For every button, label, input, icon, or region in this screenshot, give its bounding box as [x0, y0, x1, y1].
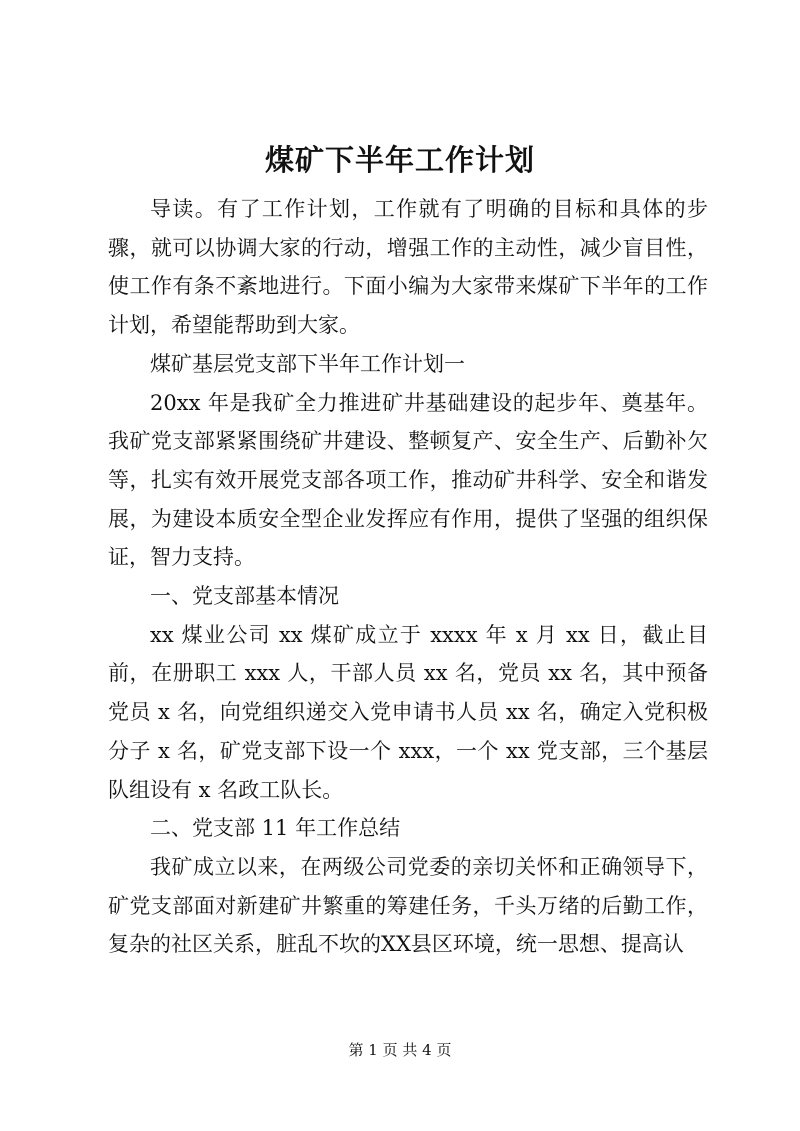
document-title: 煤矿下半年工作计划 — [264, 143, 535, 177]
document-body — [108, 190, 708, 964]
overview-paragraph: 20xx 年是我矿全力推进矿井基础建设的起步年、奠基年。我矿党支部紧紧围绕矿井建设、整顿复产、安全生产、后勤补欠等，扎实有效开展党支部各项工作，推动矿井科学、安全和谐发展，为建设本质安全型企业发挥应有作用，提供了坚强的组织保证，智力支持。 — [108, 390, 708, 570]
section-heading-plan-one: 煤矿基层党支部下半年工作计划一 — [150, 351, 465, 376]
section-heading-work-summary: 二、党支部 11 年工作总结 — [150, 816, 401, 841]
page-number-footer: 第 1 页 共 4 页 — [348, 1041, 452, 1059]
section-heading-basic-info: 一、党支部基本情况 — [150, 584, 339, 609]
basic-info-paragraph: xx 煤业公司 xx 煤矿成立于 xxxx 年 x 月 xx 日，截止目前，在册职工 xxx 人，干部人员 xx 名，党员 xx 名，其中预备党员 x 名，向党组织递交入党申请书人员 xx 名，确定入党积极分子 x 名，矿党支部下设一个 xxx，一个 xx 党支部，三个基层队组设有 x 名政工队长。 — [108, 622, 708, 802]
work-summary-paragraph: 我矿成立以来，在两级公司党委的亲切关怀和正确领导下，矿党支部面对新建矿井繁重的筹建任务，千头万绪的后勤工作，复杂的社区关系，脏乱不坎的XX县区环境，统一思想、提高认 — [108, 854, 708, 957]
intro-paragraph: 导读。有了工作计划，工作就有了明确的目标和具体的步骤，就可以协调大家的行动，增强工作的主动性，减少盲目性，使工作有条不紊地进行。下面小编为大家带来煤矿下半年的工作计划，希望能帮助到大家。 — [108, 197, 708, 338]
